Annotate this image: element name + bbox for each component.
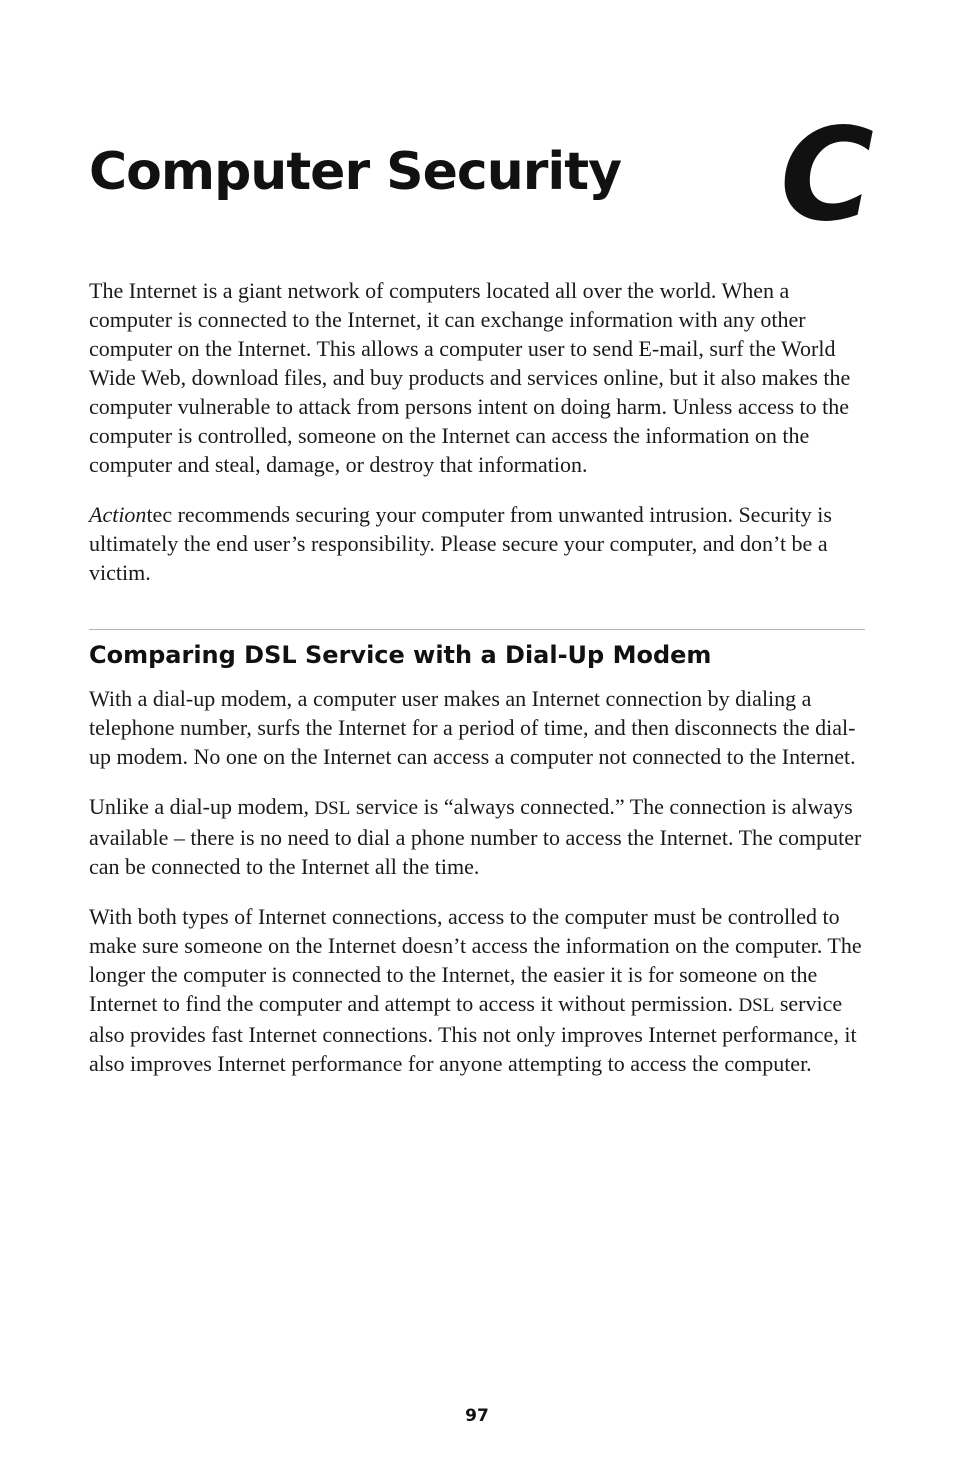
intro-paragraph-2-text: tec recommends securing your computer from unwanted intrusion. Security is ultimately the end user’s responsibility. Please secure your computer, and don’t be a victim. (89, 502, 832, 585)
section-paragraph-2-end: service is “always connected.” The connection is always available – there is no need to dial a phone number to access the Internet. The computer can be connected to the Internet all the time. (89, 794, 862, 879)
page-title: Computer Security (89, 142, 621, 202)
section-paragraph-3 (89, 902, 869, 1078)
dsl-abbreviation: DSL (314, 798, 351, 819)
intro-paragraph-2 (89, 500, 869, 587)
chapter-letter: C (780, 101, 874, 250)
section-paragraph-2-start: Unlike a dial-up modem, (89, 794, 315, 819)
section-heading: Comparing DSL Service with a Dial-Up Modem (89, 641, 712, 669)
page-number: 97 (465, 1406, 489, 1426)
section-text (89, 684, 869, 1099)
section-paragraph-2 (89, 792, 869, 881)
section-paragraph-1: With a dial-up modem, a computer user makes an Internet connection by dialing a telephone number, surfs the Internet for a period of time, and then disconnects the dial-up modem. No one on the Internet can access a computer not connected to the Internet. (89, 686, 856, 769)
section-divider (89, 629, 865, 630)
dsl-abbreviation: DSL (738, 995, 775, 1016)
brand-italic: Action (89, 502, 147, 527)
section-paragraph-3-end: service also provides fast Internet connections. This not only improves Internet performance, it also improves Internet performance for anyone attempting to access the computer. (89, 991, 857, 1076)
intro-paragraph-1: The Internet is a giant network of computers located all over the world. When a computer is connected to the Internet, it can exchange information with any other computer on the Internet. This allows a computer user to send E-mail, surf the World Wide Web, download files, and buy products and services online, but it also makes the computer vulnerable to attack from persons intent on doing harm. Unless access to the computer is controlled, someone on the Internet can access the information on the computer and steal, damage, or destroy that information. (89, 278, 851, 477)
section-paragraph-3-start: With both types of Internet connections, access to the computer must be controlled to make sure someone on the Internet doesn’t access the information on the computer. The longer the computer is connected to the Internet, the easier it is for someone on the Internet to find the computer and attempt to access it without permission. (89, 904, 862, 1016)
intro-text (89, 276, 869, 608)
